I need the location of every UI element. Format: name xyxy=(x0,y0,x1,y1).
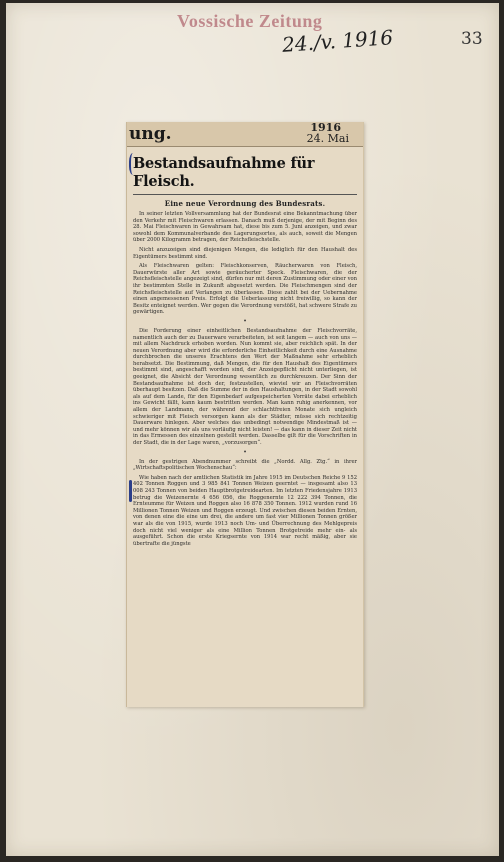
paragraph: In der gestrigen Abendnummer schreibt die „Nordd. Allg. Ztg.“ in ihrer „Wirtschaftspolitischen Wochenschau“: xyxy=(133,458,357,472)
newspaper-stamp: Vossische Zeitung xyxy=(177,11,323,31)
page-number: 33 xyxy=(461,29,483,49)
paragraph: Die Forderung einer einheitlichen Bestandsaufnahme der Fleischvorräte, namentlich auch der zu Dauerware verarbeiteten, ist seit langem — auch von uns — mit allem Nachdruck erhoben worden. Nun kommt sie, aber reichlich spät. In der neuen Verordnung aber wird die erforderliche Einheitlichkeit durch eine Ausnahme durchbrochen die unseres Erachtens den Wert der Maßnahme sehr erheblich herabsetzt. Die Bestimmung, daß Mengen, die für den Haushalt des Eigentümers bestimmt sind, angeschafft worden sind, der Anzeigepflicht nicht unterliegen, ist geeignet, die Absicht der Verordnung wesentlich zu durchkreuzen. Der Sinn der Bestandsaufnahme ist doch der, festzustellen, wieviel wir an Fleischvorräten überhaupt besitzen. Daß die Summe der in den Haushaltungen, in der Stadt sowohl als auf dem Lande, für den Eigenbedarf aufgespeicherten Vorräte dabei erheblich ins Gewicht fällt, kann kaum bestritten werden. Man kann ruhig anerkennen, vor allem der Landmann, der während der schlachtfreien Monate sich ungleich schwieriger mit Fleisch versorgen kann als der Städter, müsse sich rechtzeitig Dauerware hinlegen. Aber welches das unbedingt notwendige Mindestmaß ist — und mehr können wir als uns vorläufig nicht leisten! — das kann in dieser Zeit nicht in das Ermessen des einzelnen gestellt werden. Dasselbe gilt für die Vorschriften in der Stadt, die in der Lage waren, „vorzusorgen“. xyxy=(133,327,357,446)
article-headline xyxy=(133,155,357,195)
section-divider: • xyxy=(243,448,247,456)
article-subheadline: Eine neue Verordnung des Bundesrats. xyxy=(164,199,326,208)
section-divider: • xyxy=(243,317,247,325)
clipping-date: 24. Mai xyxy=(306,132,349,145)
clipping-header xyxy=(127,122,363,147)
paragraph: In seiner letzten Vollversammlung hat der Bundesrat eine Bekanntmachung über den Verkehr mit Fleischwaren erlassen. Danach muß derjenige, der mit Beginn des 28. Mai Fleischwaren in Gewahrsam hat, diese bis zum 5. Juni anzeigen, und zwar sowohl dem Kommunalverbande des Lagerungsortes, als auch, soweit die Mengen über 2000 Kilogramm betragen, der Reichsfleischstelle. xyxy=(133,211,357,244)
newspaper-clipping xyxy=(126,122,364,707)
clipping-year: 1916 xyxy=(310,122,341,134)
headline-text: Bestandsaufnahme für Fleisch. xyxy=(133,155,315,190)
pen-bracket-mark xyxy=(129,153,139,175)
paragraph: Als Fleischwaren gelten: Fleischkonserven, Räucherwaren von Fleisch, Dauerwürste aller Art sowie geräucherter Speck. Fleischwaren, die der Reichsfleischstelle angezeigt sind, dürfen nur mit deren Zustimmung oder einer von ihr bestimmten Stelle in Zukunft abgesetzt werden. Die Fleischmengen sind der Reichsfleischstelle auf Verlangen zu überlassen. Diese zahlt bei der Uebernahme einen angemessenen Preis. Erfolgt die Ueberlassung nicht freiwillig, so kann der Besitz enteignet werden. Wer gegen die Verordnung verstößt, hat schwere Strafe zu gewärtigen. xyxy=(133,263,357,316)
paragraph: Nicht anzuzeigen sind diejenigen Mengen, die lediglich für den Haushalt des Eigentümers bestimmt sind. xyxy=(133,246,357,260)
handwritten-date: 24./v. 1916 xyxy=(281,25,394,57)
pen-margin-mark xyxy=(129,480,132,502)
masthead-fragment: ung. xyxy=(129,124,172,144)
article-body xyxy=(133,211,357,547)
paragraph: Wie haben nach der amtlichen Statistik im Jahre 1915 im Deutschen Reiche 9 152 402 Tonnen Roggen und 3 985 841 Tonnen Weizen geerntet — insgesamt also 13 008 243 Tonnen von beiden Hauptbrotgetreidearten. Im letzten Friedensjahre 1913 betrug die Weizenernte 4 656 056, die Roggenernte 12 222 394 Tonnen, die Ernteumme für Weizen und Roggen also 16 878 350 Tonnen. 1912 wurden rund 16 Millionen Tonnen Weizen und Roggen erzeugt. Und zwischen diesen beiden Ernten, von denen eine die eine um drei, die andere um fast vier Millionen Tonnen größer war als die von 1915, wurde 1913 noch Um- und Überrechnung des Mehlgepreis doch nicht viel weniger als eine Million Tonnen Brotgetreide mehr ein- als ausgeführt. Schon die erste Kriegsernte von 1914 war recht mäßig, aber sie übertrafte die jüngste xyxy=(133,474,357,547)
